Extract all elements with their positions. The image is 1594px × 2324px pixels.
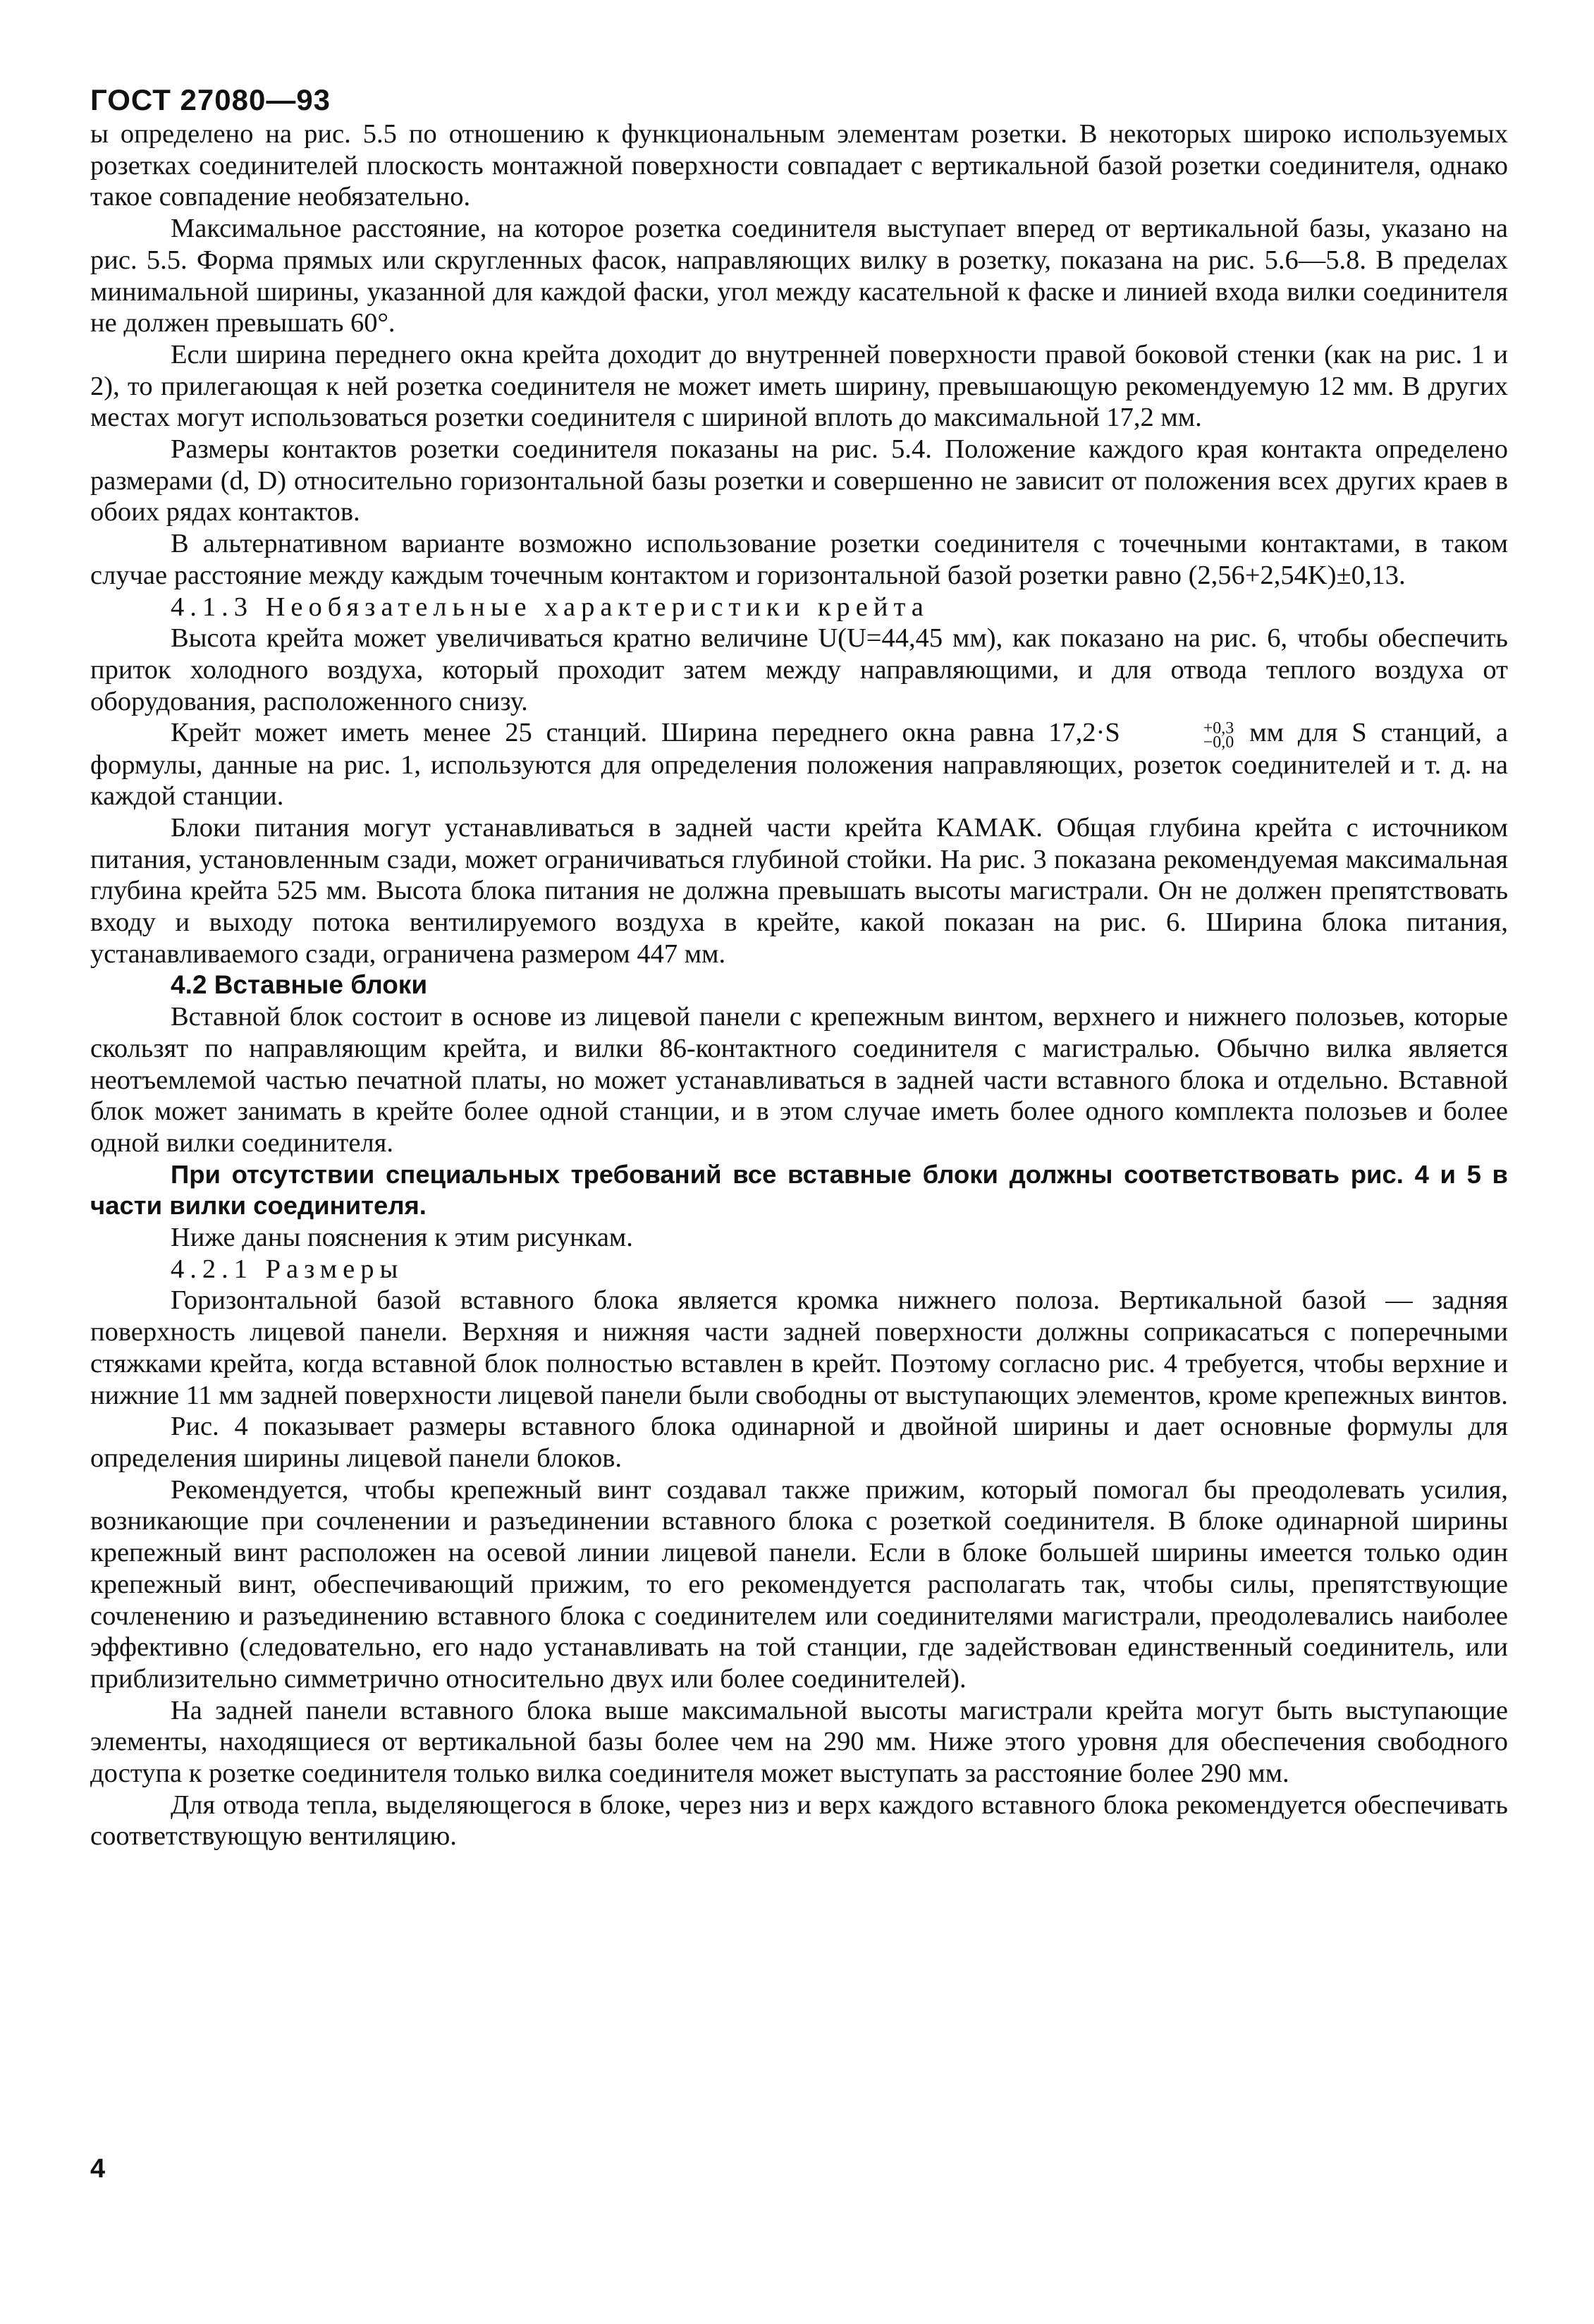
paragraph: На задней панели вставного блока выше максимальной высоты магистрали крейта могут быть выступающие элементы, находящиеся от вертикальной базы более чем на 290 мм. Ниже этого уровня для обеспечения свободного доступа к розетке соединителя только вилка соединителя может выступать за расстояние более 290 мм. (90, 1695, 1508, 1789)
paragraph-text-part: мм для S станций, а формулы, данные на рис. 1, используются для определения положения направляющих, розеток соединителей и т. д. на каждой станции. (90, 718, 1508, 812)
section-heading-4-1-3 (90, 592, 1508, 623)
document-header: ГОСТ 27080—93 (90, 83, 331, 116)
page-number: 4 (90, 2154, 106, 2184)
tolerance-upper: +0,3 (1203, 718, 1234, 738)
paragraph: Рекомендуется, чтобы крепежный винт создавал также прижим, который помогал бы преодолевать усилия, возникающие при сочленении и разъединении вставного блока с розеткой соединителя. В блоке одинарной ширины крепежный винт расположен на осевой линии лицевой панели. Если в блоке большей ширины имеется только один крепежный винт, обеспечивающий прижим, то его рекомендуется располагать так, чтобы силы, препятствующие сочленению и разъединению вставного блока с соединителем или соединителями магистрали, преодолевались наиболее эффективно (следовательно, его надо устанавливать на той станции, где задействован единственный соединитель, или приблизительно симметрично относительно двух или более соединителей). (90, 1474, 1508, 1694)
paragraph-text-part: Крейт может иметь менее 25 станций. Ширина переднего окна равна 17,2·S (171, 718, 1120, 748)
tolerance-lower: −0,0 (1203, 733, 1234, 752)
paragraph: Блоки питания могут устанавливаться в задней части крейта КАМАК. Общая глубина крейта с источником питания, установленным сзади, может ограничиваться глубиной стойки. На рис. 3 показана рекомендуемая максимальная глубина крейта 525 мм. Высота блока питания не должна превышать высоты магистрали. Он не должен препятствовать входу и выходу потока вентилируемого воздуха в крейте, какой показан на рис. 6. Ширина блока питания, устанавливаемого сзади, ограничена размером 447 мм. (90, 812, 1508, 969)
section-heading-4-2-1 (90, 1254, 1508, 1285)
section-heading-text: 4.2.1 Размеры (171, 1254, 404, 1284)
paragraph: Вставной блок состоит в основе из лицевой панели с крепежным винтом, верхнего и нижнего полозьев, которые скользят по направляющим крейта, и вилки 86-контактного соединителя с магистралью. Обычно вилка является неотъемлемой частью печатной платы, но может устанавливаться в задней части вставного блока и отдельно. Вставной блок может занимать в крейте более одной станции, и в этом случае иметь более одного комплекта полозьев и более одной вилки соединителя. (90, 1002, 1508, 1158)
paragraph: Высота крейта может увеличиваться кратно величине U(U=44,45 мм), как показано на рис. 6, чтобы обеспечить приток холодного воздуха, который проходит затем между направляющими, и для отвода теплого воздуха от оборудования, расположенного снизу. (90, 623, 1508, 716)
section-heading-4-2 (90, 970, 1508, 1001)
section-heading-text: 4.2 Вставные блоки (171, 970, 428, 1000)
paragraph: Если ширина переднего окна крейта доходит до внутренней поверхности правой боковой стенки (как на рис. 1 и 2), то прилегающая к ней розетка соединителя не может иметь ширину, превышающую рекомендуемую 12 мм. В других местах могут использоваться розетки соединителя с шириной вплоть до максимальной 17,2 мм. (90, 339, 1508, 433)
paragraph-with-tolerance (90, 717, 1508, 812)
paragraph: Рис. 4 показывает размеры вставного блока одинарной и двойной ширины и дает основные формулы для определения ширины лицевой панели блоков. (90, 1412, 1508, 1473)
section-heading-text: 4.1.3 Необязательные характеристики крейта (171, 592, 929, 622)
paragraph: В альтернативном варианте возможно использование розетки соединителя с точечными контактами, в таком случае расстояние между каждым точечным контактом и горизонтальной базой розетки равно (2,56+2,54K)±0,13. (90, 529, 1508, 590)
requirement-paragraph: При отсутствии специальных требований все вставные блоки должны соответствовать рис. 4 и 5 в части вилки соединителя. (90, 1159, 1508, 1221)
paragraph-continuation: ы определено на рис. 5.5 по отношению к функциональным элементам розетки. В некоторых широко используемых розетках соединителей плоскость монтажной поверхности совпадает с вертикальной базой розетки соединителя, однако такое совпадение необязательно. (90, 119, 1508, 212)
paragraph: Для отвода тепла, выделяющегося в блоке, через низ и верх каждого вставного блока рекомендуется обеспечивать соответствующую вентиляцию. (90, 1790, 1508, 1852)
paragraph: Горизонтальной базой вставного блока является кромка нижнего полоза. Вертикальной базой — задняя поверхность лицевой панели. Верхняя и нижняя части задней поверхности должны соприкасаться с поперечными стяжками крейта, когда вставной блок полностью вставлен в крейт. Поэтому согласно рис. 4 требуется, чтобы верхние и нижние 11 мм задней поверхности лицевой панели были свободны от выступающих элементов, кроме крепежных винтов. (90, 1285, 1508, 1410)
paragraph: Размеры контактов розетки соединителя показаны на рис. 5.4. Положение каждого края контакта определено размерами (d, D) относительно горизонтальной базы розетки и совершенно не зависит от положения всех других краев в обоих рядах контактов. (90, 434, 1508, 527)
paragraph: Ниже даны пояснения к этим рисункам. (171, 1223, 633, 1253)
paragraph: Максимальное расстояние, на которое розетка соединителя выступает вперед от вертикальной базы, указано на рис. 5.5. Форма прямых или скругленных фасок, направляющих вилку в розетку, показана на рис. 5.6—5.8. В пределах минимальной ширины, указанной для каждой фаски, угол между касательной к фаске и линией входа вилки соединителя не должен превышать 60°. (90, 214, 1508, 338)
